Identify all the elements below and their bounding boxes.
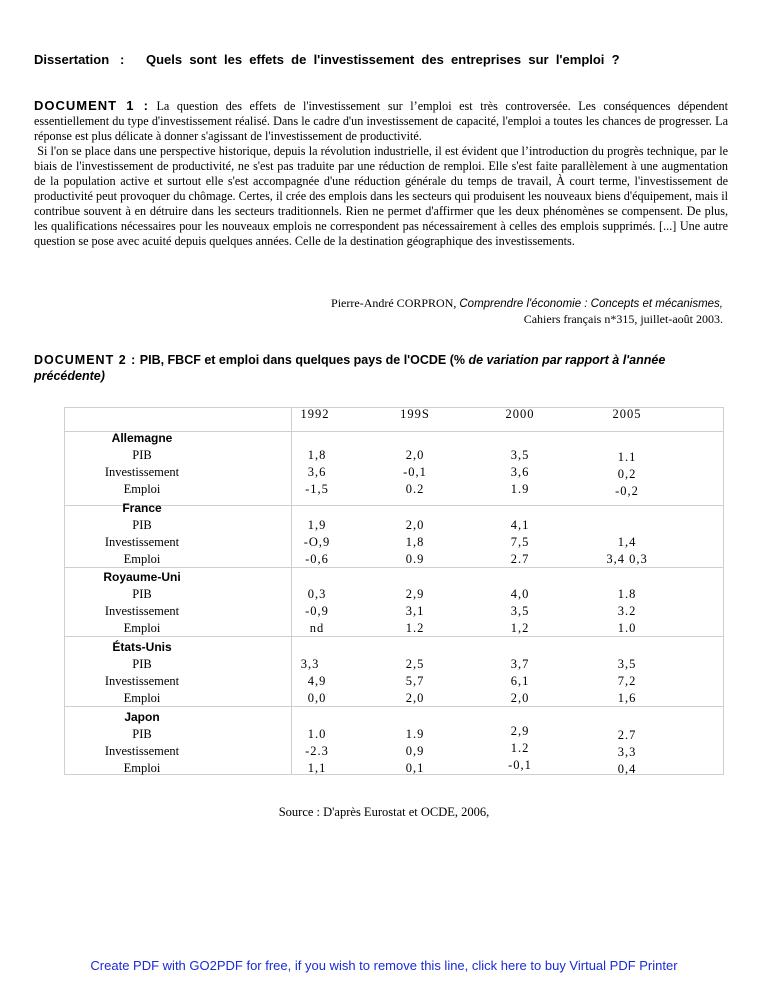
row-label-pib: PIB <box>132 518 152 532</box>
cell-etats-unis-2005-pib: 3,5 <box>617 657 637 671</box>
cell-france-2000-emploi: 2.7 <box>510 552 530 566</box>
cell-france-1995-pib: 2,0 <box>405 518 425 532</box>
cell-allemagne-2005-investissement: 0,2 <box>617 467 637 481</box>
table-row-divider <box>65 567 723 568</box>
document-1-body: Si l'on se place dans une perspective historique, depuis la révolution industrielle, il est évident que l’introduction du progrès technique, par le biais de l'investissement de productivité, ne s'est pas traduite par une réduction de remploi. Elle s'est faite parallèlement à une augmentation de la population active et surtout elle s'est accompagnée d'une réduction générale du temps de travail, À court terme, l'investissement de productivité peut provoquer du chômage. Certes, il crée des emplois dans les secteurs qui produisent les nouveaux biens d'équipement, mais il contribue souvent à en détruire dans les secteurs traditionnels. Rien ne permet d'affirmer que les deux phénomènes se compensent. De plus, les qualifications nécessaires pour les nouveaux emplois ne correspondent pas nécessairement à celles des emplois supprimés. [...] Une autre question se pose avec acuité depuis quelques années. Celle de la destination géographique des investissements. <box>34 144 728 248</box>
cell-japon-1992-emploi: 1,1 <box>307 761 327 775</box>
citation-author: Pierre-André CORPRON, <box>331 296 460 310</box>
cell-france-1992-investissement: -O,9 <box>303 535 331 549</box>
document-1 <box>34 98 728 249</box>
cell-france-2000-pib: 4,1 <box>510 518 530 532</box>
cell-allemagne-1992-pib: 1,8 <box>307 448 327 462</box>
cell-royaume-uni-1995-investissement: 3,1 <box>405 604 425 618</box>
country-etats-unis: États-Unis <box>112 640 172 654</box>
cell-japon-2000-pib: 2,9 <box>510 724 530 738</box>
cell-allemagne-1995-emploi: 0.2 <box>405 482 425 496</box>
citation-source: Cahiers français n*315, juillet-août 2003. <box>523 312 723 326</box>
table-row-divider <box>65 636 723 637</box>
page-title: Dissertation : Quels sont les effets de l'investissement des entreprises sur l'emploi ? <box>34 52 620 67</box>
cell-allemagne-2005-pib: 1.1 <box>617 450 637 464</box>
cell-japon-2005-investissement: 3,3 <box>617 745 637 759</box>
cell-royaume-uni-2005-emploi: 1.0 <box>617 621 637 635</box>
row-label-investissement: Investissement <box>104 674 180 688</box>
cell-royaume-uni-1995-emploi: 1.2 <box>405 621 425 635</box>
cell-royaume-uni-2000-pib: 4,0 <box>510 587 530 601</box>
cell-allemagne-2000-emploi: 1.9 <box>510 482 530 496</box>
country-japon: Japon <box>124 710 160 724</box>
country-allemagne: Allemagne <box>111 431 173 445</box>
cell-japon-2000-investissement: 1.2 <box>510 741 530 755</box>
cell-japon-1995-emploi: 0,1 <box>405 761 425 775</box>
cell-etats-unis-1992-pib: 3,3 <box>300 657 320 671</box>
year-header-2000: 2000 <box>505 407 535 421</box>
cell-etats-unis-2000-pib: 3,7 <box>510 657 530 671</box>
row-label-emploi: Emploi <box>123 482 161 496</box>
row-label-investissement: Investissement <box>104 535 180 549</box>
cell-france-1995-emploi: 0.9 <box>405 552 425 566</box>
cell-etats-unis-1995-investissement: 5,7 <box>405 674 425 688</box>
cell-etats-unis-1992-emploi: 0,0 <box>307 691 327 705</box>
row-label-emploi: Emploi <box>123 552 161 566</box>
row-label-emploi: Emploi <box>123 621 161 635</box>
year-header-2005: 2005 <box>612 407 642 421</box>
country-france: France <box>122 501 162 515</box>
cell-allemagne-1995-pib: 2,0 <box>405 448 425 462</box>
cell-allemagne-2000-investissement: 3,6 <box>510 465 530 479</box>
row-label-emploi: Emploi <box>123 691 161 705</box>
cell-allemagne-2000-pib: 3,5 <box>510 448 530 462</box>
cell-japon-1995-investissement: 0,9 <box>405 744 425 758</box>
cell-royaume-uni-1992-pib: 0,3 <box>307 587 327 601</box>
cell-allemagne-2005-emploi: -0,2 <box>615 484 639 498</box>
cell-allemagne-1992-investissement: 3,6 <box>307 465 327 479</box>
row-label-pib: PIB <box>132 448 152 462</box>
document-1-intro: La question des effets de l'investissement sur l’emploi est très controversée. Les conséquences dépendent essentiellement du type d'investissement réalisé. Dans le cadre d'un investissement de capacité, l'emploi a toutes les chances de progresser. La réponse est plus délicate à donner s'agissant de l'investissement de productivité. <box>34 99 729 143</box>
row-label-pib: PIB <box>132 727 152 741</box>
table-row-divider <box>65 706 723 707</box>
row-label-pib: PIB <box>132 587 152 601</box>
cell-japon-2005-pib: 2.7 <box>617 728 637 742</box>
row-label-investissement: Investissement <box>104 744 180 758</box>
cell-japon-1995-pib: 1.9 <box>405 727 425 741</box>
citation-line-1 <box>200 296 723 311</box>
cell-allemagne-1995-investissement: -0,1 <box>403 465 427 479</box>
cell-france-2005-pib: 1,4 <box>617 535 637 549</box>
cell-etats-unis-1995-pib: 2,5 <box>405 657 425 671</box>
cell-etats-unis-2005-emploi: 1,6 <box>617 691 637 705</box>
cell-japon-1992-pib: 1.0 <box>307 727 327 741</box>
pdf-footer-link[interactable]: Create PDF with GO2PDF for free, if you wish to remove this line, click here to buy Virtual PDF Printer <box>90 958 678 973</box>
cell-royaume-uni-2000-emploi: 1,2 <box>510 621 530 635</box>
cell-france-2005-investissement-emploi: 3,4 0,3 <box>606 552 648 566</box>
table-source: Source : D'après Eurostat et OCDE, 2006, <box>278 805 490 819</box>
year-header-1992: 1992 <box>300 407 330 421</box>
document-2-heading-italic: de variation par rapport à l'année précédente) <box>34 353 666 383</box>
cell-france-1992-emploi: -0,6 <box>305 552 329 566</box>
row-label-investissement: Investissement <box>104 465 180 479</box>
cell-etats-unis-2005-investissement: 7,2 <box>617 674 637 688</box>
cell-allemagne-1992-emploi: -1,5 <box>305 482 329 496</box>
cell-france-1995-investissement: 1,8 <box>405 535 425 549</box>
row-label-investissement: Investissement <box>104 604 180 618</box>
cell-etats-unis-2000-emploi: 2,0 <box>510 691 530 705</box>
country-royaume-uni: Royaume-Uni <box>103 570 181 584</box>
document-2-label: DOCUMENT 2 : <box>34 353 137 367</box>
row-label-pib: PIB <box>132 657 152 671</box>
year-header-1995: 199S <box>400 407 430 421</box>
document-2-heading: PIB, FBCF et emploi dans quelques pays de l'OCDE (% <box>136 353 466 367</box>
cell-france-1992-pib: 1,9 <box>307 518 327 532</box>
row-label-emploi: Emploi <box>123 761 161 775</box>
cell-japon-2005-emploi: 0,4 <box>617 762 637 776</box>
cell-royaume-uni-2000-investissement: 3,5 <box>510 604 530 618</box>
cell-royaume-uni-1992-emploi: nd <box>309 621 325 635</box>
document-2-title <box>34 352 734 384</box>
cell-etats-unis-2000-investissement: 6,1 <box>510 674 530 688</box>
cell-france-2000-investissement: 7,5 <box>510 535 530 549</box>
cell-royaume-uni-1995-pib: 2,9 <box>405 587 425 601</box>
cell-etats-unis-1992-investissement: 4,9 <box>307 674 327 688</box>
citation-work: Comprendre l'économie : Concepts et mécanismes, <box>459 298 723 310</box>
cell-japon-2000-emploi: -0,1 <box>508 758 532 772</box>
document-1-label: DOCUMENT 1 : <box>34 98 149 113</box>
cell-royaume-uni-2005-investissement: 3.2 <box>617 604 637 618</box>
cell-japon-1992-investissement: -2.3 <box>305 744 329 758</box>
cell-royaume-uni-2005-pib: 1.8 <box>617 587 637 601</box>
cell-royaume-uni-1992-investissement: -0,9 <box>305 604 329 618</box>
cell-etats-unis-1995-emploi: 2,0 <box>405 691 425 705</box>
